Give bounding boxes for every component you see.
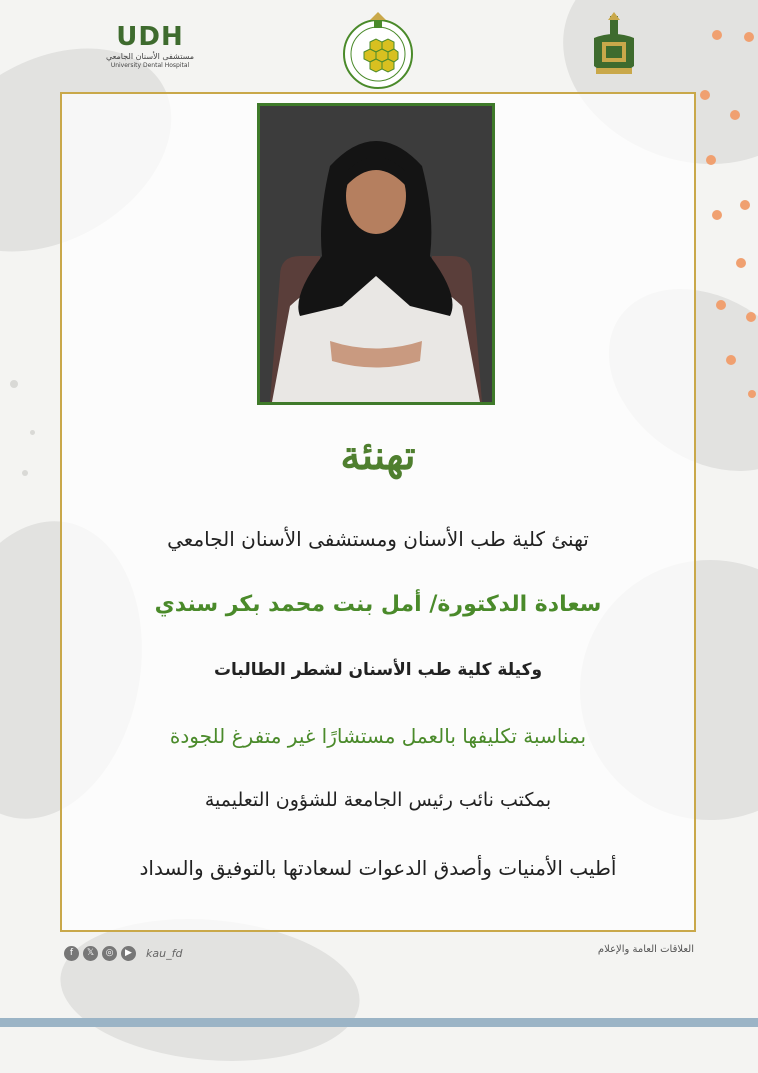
department-label: العلاقات العامة والإعلام <box>597 944 694 955</box>
orange-dot <box>726 355 736 365</box>
honoree-position: وكيلة كلية طب الأسنان لشطر الطالبات <box>213 660 543 680</box>
orange-dot <box>746 312 756 322</box>
faculty-seal-logo <box>340 12 416 92</box>
orange-dot <box>744 32 754 42</box>
paint-splash <box>10 380 18 388</box>
udh-logo <box>100 22 200 74</box>
bottom-bar <box>0 1018 758 1027</box>
udh-logo-english: University Dental Hospital <box>110 62 190 69</box>
orange-dot <box>712 210 722 220</box>
background-leaf <box>54 907 365 1073</box>
wishes-line: أطيب الأمنيات وأصدق الدعوات لسعادتها بالتوفيق والسداد <box>139 856 617 880</box>
kau-logo <box>588 12 640 84</box>
orange-dot <box>700 90 710 100</box>
orange-dot <box>736 258 746 268</box>
intro-line: تهنئ كلية طب الأسنان ومستشفى الأسنان الجامعي <box>167 527 589 551</box>
social-links <box>64 943 182 963</box>
honoree-name: سعادة الدكتورة/ أمل بنت محمد بكر سندي <box>154 592 602 617</box>
portrait-photo <box>257 103 495 405</box>
headline-congratulations: تهنئة <box>340 432 416 479</box>
facebook-icon[interactable]: f <box>64 946 79 961</box>
occasion-line: بمناسبة تكليفها بالعمل مستشارًا غير متفرغ للجودة <box>169 724 587 748</box>
office-line: بمكتب نائب رئيس الجامعة للشؤون التعليمية <box>204 789 552 811</box>
paint-splash <box>30 430 35 435</box>
udh-logo-arabic: مستشفى الأسنان الجامعي <box>105 52 195 61</box>
orange-dot <box>706 155 716 165</box>
orange-dot <box>730 110 740 120</box>
udh-logo-letters: UDH <box>116 22 184 52</box>
youtube-icon[interactable]: ▶ <box>121 946 136 961</box>
orange-dot <box>716 300 726 310</box>
x-icon[interactable]: 𝕏 <box>83 946 98 961</box>
orange-dot <box>712 30 722 40</box>
orange-dot <box>740 200 750 210</box>
social-handle: kau_fd <box>146 946 183 960</box>
instagram-icon[interactable]: ◎ <box>102 946 117 961</box>
paint-splash <box>22 470 28 476</box>
orange-dot <box>748 390 756 398</box>
